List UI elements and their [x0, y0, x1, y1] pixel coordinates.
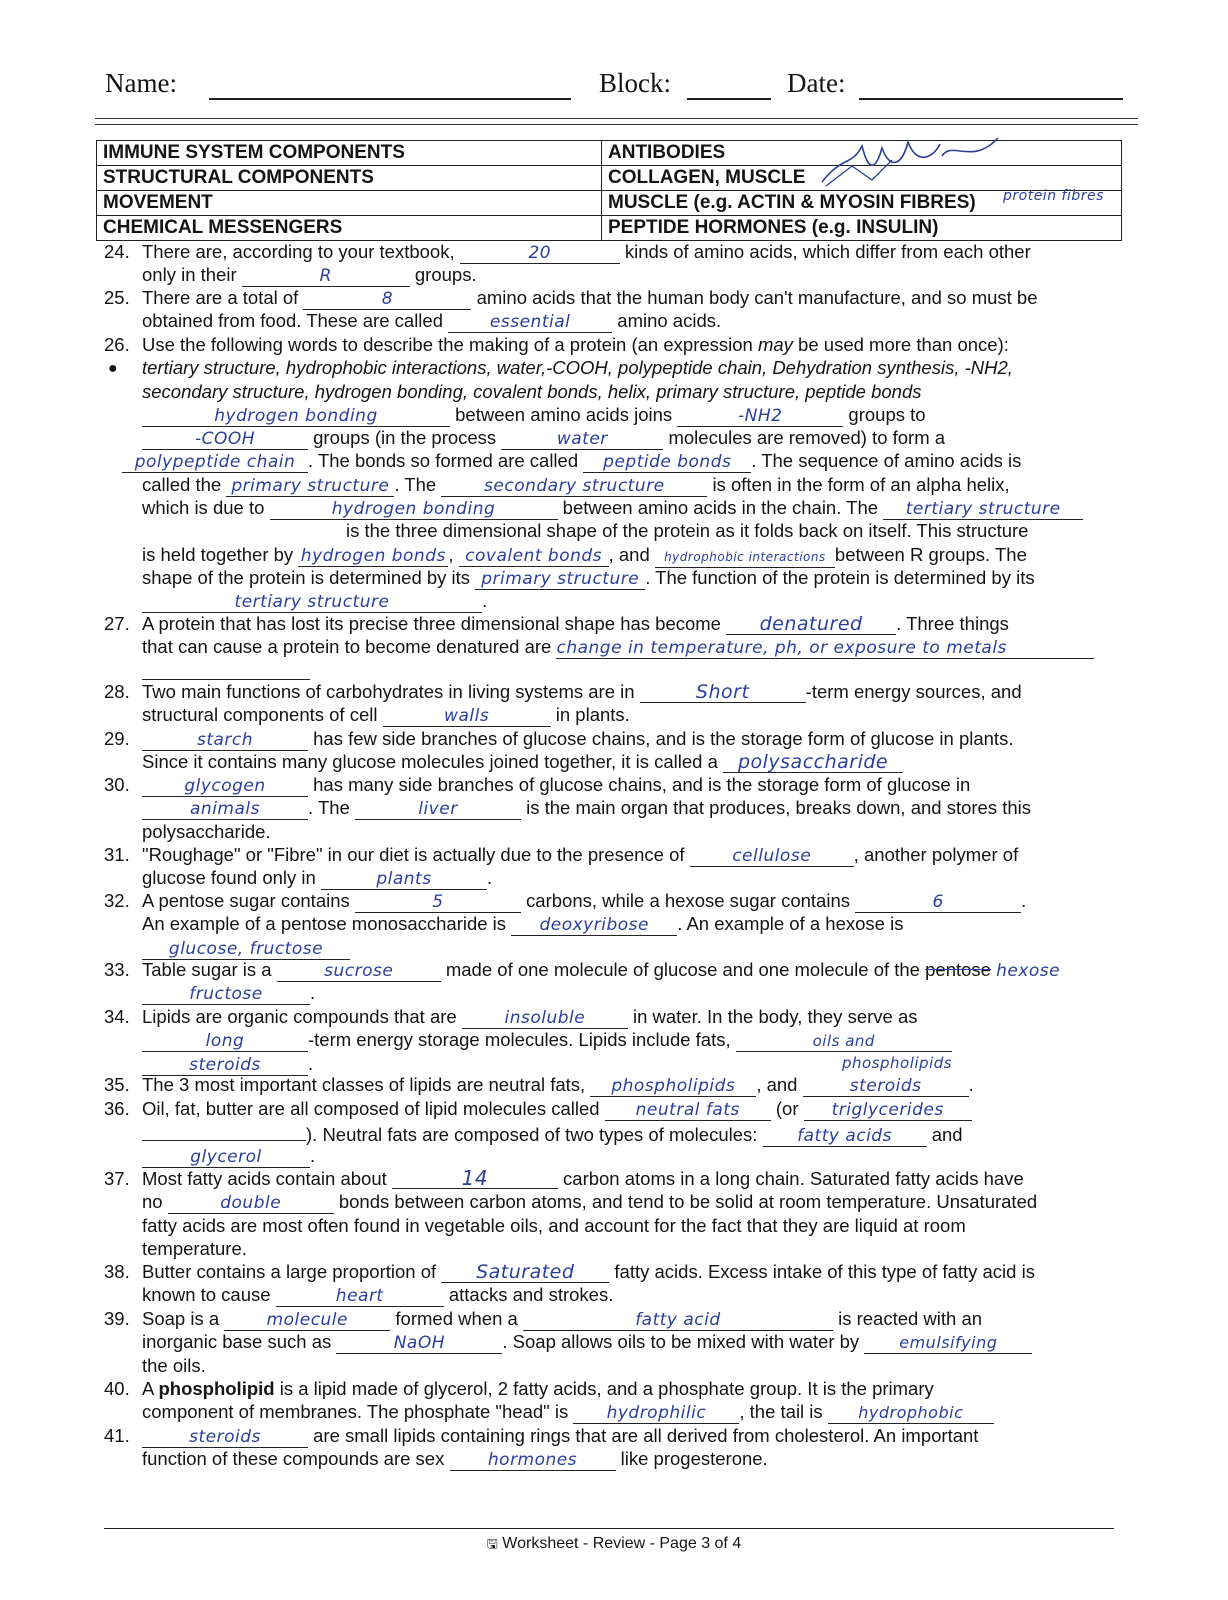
- margin-note-protein-fibres: protein fibres: [1003, 188, 1104, 204]
- question-text: , and: [608, 543, 650, 565]
- answer-blank[interactable]: hydrogen bonding: [142, 406, 450, 427]
- question-text: amino acids that the human body can't manufacture, and so must be: [476, 287, 1038, 308]
- question-text: There are a total of: [142, 287, 299, 308]
- component-example: PEPTIDE HORMONES (e.g. INSULIN): [602, 216, 1122, 241]
- question-text: in water. In the body, they serve as: [632, 1006, 918, 1027]
- bullet-icon: ●: [108, 360, 118, 377]
- question-text: Oil, fat, butter are all composed of lipid molecules called: [142, 1098, 600, 1119]
- question-text: inorganic base such as: [142, 1331, 332, 1353]
- name-label: Name:: [105, 68, 177, 98]
- answer-blank[interactable]: steroids: [803, 1076, 969, 1097]
- answer-blank[interactable]: cellulose: [690, 846, 854, 867]
- answer-blank[interactable]: walls: [383, 706, 551, 727]
- answer-blank-empty[interactable]: [142, 659, 310, 680]
- question-number: 35.: [104, 1074, 130, 1095]
- question-text: has many side branches of glucose chains, and is the storage form of glucose in: [313, 774, 971, 795]
- answer-blank[interactable]: hydrophobic interactions: [655, 547, 835, 568]
- question-text: is often in the form of an alpha helix,: [712, 473, 1010, 495]
- answer-blank[interactable]: hormones: [450, 1450, 616, 1471]
- question-text: Butter contains a large proportion of: [142, 1261, 437, 1282]
- answer-blank[interactable]: 5: [355, 892, 521, 913]
- date-field[interactable]: [859, 98, 1123, 100]
- question-text: the oils.: [142, 1354, 206, 1376]
- question-number: 39.: [104, 1308, 130, 1329]
- answer-blank[interactable]: -NH2: [677, 406, 843, 427]
- answer-blank[interactable]: long: [142, 1031, 308, 1052]
- handwritten-correction: hexose: [996, 961, 1061, 981]
- question-number: 37.: [104, 1168, 130, 1189]
- answer-blank[interactable]: steroids: [142, 1055, 308, 1076]
- answer-blank[interactable]: phospholipids: [590, 1076, 756, 1097]
- question-text: called the: [142, 473, 222, 495]
- table-row: [97, 191, 1122, 216]
- question-text: known to cause: [142, 1284, 271, 1306]
- block-label: Block:: [599, 68, 671, 98]
- question-text: function of these compounds are sex: [142, 1448, 445, 1470]
- question-text: structural components of cell: [142, 704, 378, 726]
- answer-blank[interactable]: primary structure: [475, 569, 645, 590]
- question-text: shape of the protein is determined by its: [142, 566, 471, 588]
- question-text: . The: [394, 473, 437, 495]
- question-text: Use the following words to describe the making of a protein (an expression: [142, 334, 758, 355]
- answer-blank[interactable]: liver: [355, 799, 521, 820]
- question-text: between R groups. The: [834, 543, 1027, 565]
- answer-blank[interactable]: change in temperature, ph, or exposure to metals: [556, 638, 1094, 659]
- question-number: 38.: [104, 1261, 130, 1282]
- question-text: is the three dimensional shape of the protein as it folds back on itself. This structure: [346, 520, 1029, 542]
- question-text: There are, according to your textbook,: [142, 241, 455, 262]
- handwritten-answer: phospholipids: [842, 1053, 953, 1072]
- question-text: which is due to: [142, 497, 265, 519]
- question-text: fatty acids. Excess intake of this type of fatty acid is: [614, 1261, 1035, 1282]
- question-text: Soap is a: [142, 1308, 220, 1329]
- question-text: attacks and strokes.: [448, 1284, 614, 1306]
- answer-blank[interactable]: steroids: [142, 1427, 308, 1448]
- header-rule-2: [95, 124, 1138, 125]
- question-text: polysaccharide.: [142, 820, 271, 842]
- date-label: Date:: [787, 68, 846, 98]
- question-number: 41.: [104, 1425, 130, 1446]
- question-text: .: [486, 867, 493, 889]
- answer-blank[interactable]: emulsifying: [864, 1333, 1032, 1354]
- answer-blank[interactable]: Short: [640, 682, 806, 703]
- question-text: like progesterone.: [620, 1448, 768, 1470]
- answer-blank[interactable]: hydrophilic: [573, 1403, 739, 1424]
- question-number: 33.: [104, 959, 130, 980]
- question-text: Most fatty acids contain about: [142, 1168, 387, 1189]
- answer-blank[interactable]: covalent bonds: [459, 546, 609, 567]
- question-text: no: [142, 1191, 163, 1213]
- question-text: . The sequence of amino acids is: [751, 450, 1022, 472]
- question-text: , the tail is: [739, 1401, 823, 1423]
- question-text: bonds between carbon atoms, and tend to be solid at room temperature. Unsaturated: [338, 1191, 1038, 1213]
- question-number: 34.: [104, 1006, 130, 1027]
- question-text: Two main functions of carbohydrates in living systems are in: [142, 681, 635, 702]
- question-number: 32.: [104, 890, 130, 911]
- answer-blank[interactable]: glycerol: [142, 1147, 310, 1168]
- question-text: . Three things: [896, 613, 1009, 634]
- question-text: are small lipids containing rings that are all derived from cholesterol. An important: [313, 1425, 979, 1446]
- name-field[interactable]: [209, 98, 571, 100]
- answer-blank[interactable]: -COOH: [142, 429, 308, 450]
- question-number: 27.: [104, 613, 130, 634]
- answer-blank[interactable]: hydrogen bonding: [270, 499, 558, 520]
- question-text: . The function of the protein is determined by its: [645, 566, 1035, 588]
- answer-blank[interactable]: hydrophobic: [828, 1403, 994, 1424]
- footer-rule: [104, 1528, 1114, 1529]
- question-text: fatty acids are most often found in vegetable oils, and account for the fact that they are liquid at room: [142, 1214, 966, 1236]
- answer-blank[interactable]: sucrose: [277, 961, 441, 982]
- component-category: STRUCTURAL COMPONENTS: [97, 166, 602, 191]
- question-text: -term energy storage molecules. Lipids include fats,: [308, 1029, 731, 1051]
- answer-blank[interactable]: triglycerides: [804, 1100, 972, 1121]
- answer-blank[interactable]: Saturated: [441, 1262, 609, 1283]
- question-text: amino acids.: [617, 310, 722, 332]
- answer-blank[interactable]: deoxyribose: [511, 915, 677, 936]
- question-text: .: [1021, 890, 1027, 911]
- question-text: A: [142, 1378, 159, 1399]
- component-category: CHEMICAL MESSENGERS: [97, 216, 602, 241]
- question-number: 28.: [104, 681, 130, 702]
- question-number: 31.: [104, 844, 130, 865]
- question-text: Lipids are organic compounds that are: [142, 1006, 457, 1027]
- question-text: is the main organ that produces, breaks down, and stores this: [526, 797, 1032, 819]
- question-text: Table sugar is a: [142, 959, 272, 980]
- question-text: .: [310, 982, 316, 1004]
- question-text: ,: [448, 543, 454, 565]
- answer-blank[interactable]: 6: [855, 892, 1021, 913]
- answer-blank[interactable]: water: [501, 429, 663, 450]
- question-text: made of one molecule of glucose and one molecule of the: [445, 959, 920, 980]
- answer-blank[interactable]: NaOH: [336, 1333, 502, 1354]
- answer-blank[interactable]: insoluble: [462, 1008, 628, 1029]
- question-text: groups to: [848, 403, 926, 425]
- footer-text: Worksheet - Review - Page 3 of 4: [502, 1535, 742, 1552]
- component-example: ANTIBODIES: [602, 141, 1122, 166]
- table-row: [97, 216, 1122, 241]
- question-text: An example of a pentose monosaccharide is: [142, 913, 507, 935]
- question-text: may: [757, 334, 793, 355]
- answer-blank[interactable]: peptide bonds: [583, 452, 751, 473]
- question-text: A protein that has lost its precise three dimensional shape has become: [142, 613, 721, 634]
- question-text: -term energy sources, and: [805, 681, 1022, 702]
- question-text: . The bonds so formed are called: [308, 450, 579, 472]
- question-text: carbon atoms in a long chain. Saturated fatty acids have: [563, 1168, 1024, 1189]
- answer-blank[interactable]: secondary structure: [441, 476, 707, 497]
- answer-blank[interactable]: fatty acids: [763, 1126, 927, 1147]
- word-bank-line-2: secondary structure, hydrogen bonding, covalent bonds, helix, primary structure, peptide bonds: [142, 380, 922, 402]
- question-text: A pentose sugar contains: [142, 890, 350, 911]
- question-text: glucose found only in: [142, 867, 316, 889]
- answer-blank[interactable]: double: [168, 1193, 334, 1214]
- question-text: molecules are removed) to form a: [668, 427, 946, 449]
- answer-blank[interactable]: tertiary structure: [883, 499, 1083, 520]
- component-category: MOVEMENT: [97, 191, 602, 216]
- question-text: . Soap allows oils to be mixed with water by: [502, 1331, 860, 1353]
- scribble-mark: [812, 136, 1012, 192]
- bold-term: phospholipid: [158, 1378, 275, 1399]
- answer-blank[interactable]: plants: [321, 869, 487, 890]
- question-text: formed when a: [395, 1308, 518, 1329]
- header-rule-1: [95, 118, 1138, 119]
- question-text: Since it contains many glucose molecules joined together, it is called a: [142, 751, 718, 773]
- question-text: between amino acids joins: [455, 403, 673, 425]
- question-text: kinds of amino acids, which differ from each other: [624, 241, 1031, 262]
- answer-blank[interactable]: neutral fats: [605, 1100, 771, 1121]
- question-text: component of membranes. The phosphate "head" is: [142, 1401, 569, 1423]
- answer-blank[interactable]: hydrogen bonds: [298, 546, 448, 567]
- component-example: MUSCLE (e.g. ACTIN & MYOSIN FIBRES): [602, 191, 1122, 216]
- question-text: obtained from food. These are called: [142, 310, 443, 332]
- answer-blank[interactable]: polypeptide chain: [122, 452, 308, 473]
- question-text: .: [968, 1074, 974, 1095]
- page-footer: [0, 1535, 1228, 1557]
- question-number: 36.: [104, 1098, 130, 1119]
- question-text: , and: [756, 1074, 798, 1095]
- worksheet-header: [105, 68, 1128, 108]
- question-text: The 3 most important classes of lipids are neutral fats,: [142, 1074, 586, 1095]
- question-text: is held together by: [142, 543, 294, 565]
- answer-blank[interactable]: tertiary structure: [142, 592, 482, 613]
- answer-blank[interactable]: molecule: [224, 1310, 390, 1331]
- question-number: 25.: [104, 287, 130, 308]
- answer-blank[interactable]: animals: [142, 799, 308, 820]
- question-text: (or: [775, 1098, 799, 1119]
- answer-blank[interactable]: fatty acid: [523, 1310, 833, 1331]
- answer-blank[interactable]: 14: [392, 1168, 558, 1189]
- question-text: ). Neutral fats are composed of two types of molecules:: [306, 1124, 758, 1146]
- question-number: 30.: [104, 774, 130, 795]
- answer-blank[interactable]: primary structure: [226, 476, 394, 497]
- question-text: "Roughage" or "Fibre" in our diet is actually due to the presence of: [142, 844, 685, 865]
- block-field[interactable]: [687, 98, 771, 100]
- answer-blank[interactable]: heart: [276, 1286, 444, 1307]
- question-text: carbons, while a hexose sugar contains: [526, 890, 850, 911]
- question-text: and: [931, 1124, 963, 1146]
- question-text: groups (in the process: [313, 427, 497, 449]
- word-bank-line-1: tertiary structure, hydrophobic interactions, water,-COOH, polypeptide chain, Dehydration synthesis, -NH2,: [142, 357, 1013, 379]
- struck-word: pentose: [925, 959, 991, 980]
- answer-blank[interactable]: polysaccharide: [723, 752, 903, 773]
- question-text: temperature.: [142, 1237, 247, 1259]
- answer-blank[interactable]: oils and: [736, 1031, 952, 1052]
- answer-blank-empty[interactable]: [142, 1120, 306, 1141]
- question-text: groups.: [414, 264, 477, 286]
- question-text: .: [482, 590, 488, 612]
- component-example: COLLAGEN, MUSCLE: [602, 166, 1122, 191]
- answer-blank[interactable]: glycogen: [142, 776, 308, 797]
- question-text: only in their: [142, 264, 237, 286]
- question-text: .: [310, 1144, 316, 1166]
- answer-blank[interactable]: 20: [460, 243, 620, 264]
- question-text: .: [308, 1052, 314, 1074]
- question-text: has few side branches of glucose chains, and is the storage form of glucose in plants.: [313, 728, 1014, 749]
- question-text: . An example of a hexose is: [677, 913, 904, 935]
- component-category: IMMUNE SYSTEM COMPONENTS: [97, 141, 602, 166]
- answer-blank[interactable]: R: [242, 266, 410, 287]
- question-number: 40.: [104, 1378, 130, 1399]
- question-text: is reacted with an: [838, 1308, 983, 1329]
- question-text: is a lipid made of glycerol, 2 fatty acids, and a phosphate group. It is the primary: [274, 1378, 934, 1399]
- question-number: 26.: [104, 334, 130, 355]
- question-number: 29.: [104, 728, 130, 749]
- question-text: between amino acids in the chain. The: [562, 497, 879, 519]
- question-text: in plants.: [555, 704, 630, 726]
- answer-blank[interactable]: glucose, fructose: [142, 939, 350, 960]
- question-text: be used more than once):: [792, 334, 1009, 355]
- question-text: that can cause a protein to become denatured are: [142, 636, 552, 658]
- question-number: 24.: [104, 241, 130, 262]
- floppy-disk-icon: 🖫: [486, 1536, 498, 1551]
- answer-blank[interactable]: essential: [448, 312, 612, 333]
- answer-blank[interactable]: denatured: [726, 614, 896, 635]
- answer-blank[interactable]: starch: [142, 730, 308, 751]
- answer-blank[interactable]: 8: [303, 289, 471, 310]
- question-text: , another polymer of: [853, 844, 1019, 865]
- answer-blank[interactable]: fructose: [142, 984, 310, 1005]
- question-text: . The: [308, 797, 350, 819]
